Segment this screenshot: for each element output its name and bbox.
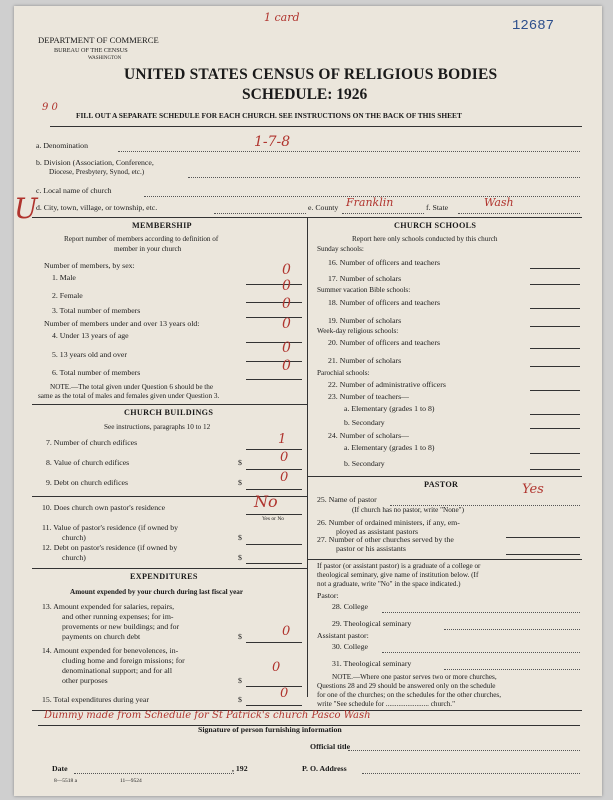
buildings-title: CHURCH BUILDINGS xyxy=(124,408,214,417)
buildings-sub: See instructions, paragraphs 10 to 12 xyxy=(104,423,211,431)
assistant-sublabel: Assistant pastor: xyxy=(317,631,369,640)
bureau-label: BUREAU OF THE CENSUS xyxy=(54,47,128,54)
q13-label-d: payments on church debt xyxy=(62,632,141,641)
q29-field[interactable] xyxy=(444,629,580,630)
q23b-label: b. Secondary xyxy=(344,418,385,427)
pastor-note-3: for one of the churches; on the schedules for the other churches, xyxy=(317,691,502,699)
signature-label: Signature of person furnishing information xyxy=(198,725,342,734)
membership-note-1: NOTE.—The total given under Question 6 should be the xyxy=(50,383,214,391)
schedule-title: SCHEDULE: 1926 xyxy=(242,86,368,103)
q25-value: Yes xyxy=(522,482,544,497)
q1-value: 0 xyxy=(282,262,291,278)
q28-label: 28. College xyxy=(332,602,368,611)
po-address-label: P. O. Address xyxy=(302,764,347,773)
q11-label-a: 11. Value of pastor's residence (if owned by xyxy=(42,523,179,532)
q26-label-a: 26. Number of ordained ministers, if any, em- xyxy=(317,518,460,527)
q14-label-c: denominational support; and for all xyxy=(62,666,172,675)
q24b-label: b. Secondary xyxy=(344,459,385,468)
q10-label: 10. Does church own pastor's residence xyxy=(42,503,166,512)
local-name-label: c. Local name of church xyxy=(36,186,112,195)
weekday-label: Week-day religious schools: xyxy=(317,327,399,335)
q14-label-d: other purposes xyxy=(62,676,108,685)
division-field[interactable] xyxy=(188,177,580,178)
q25-note: (If church has no pastor, write "None") xyxy=(352,506,464,514)
margin-mark: U xyxy=(14,192,38,225)
stamp-number: 12687 xyxy=(512,18,555,34)
handwritten-left-number: 9 0 xyxy=(42,102,58,113)
q30-field[interactable] xyxy=(382,652,580,653)
official-title-label: Official title xyxy=(310,742,351,751)
sunday-label: Sunday schools: xyxy=(317,245,364,253)
q14-value: 0 xyxy=(272,660,281,675)
graduate-note-3: not a graduate, write "No" in the space indicated.) xyxy=(317,580,461,588)
q11-dollar: $ xyxy=(238,533,242,542)
pastor-note-2: Questions 28 and 29 should be answered only on the schedule xyxy=(317,682,496,690)
pastor-sublabel: Pastor: xyxy=(317,591,339,600)
pastor-note-1: NOTE.—Where one pastor serves two or more churches, xyxy=(332,673,497,681)
q20-label: 20. Number of officers and teachers xyxy=(328,338,441,347)
expenditures-sub: Amount expended by your church during last fiscal year xyxy=(70,588,244,596)
q14-dollar: $ xyxy=(238,676,242,685)
q30-label: 30. College xyxy=(332,642,368,651)
signature-handwritten: Dummy made from Schedule for St Patrick's church Pasco Wash xyxy=(44,710,371,721)
po-address-field[interactable] xyxy=(362,773,580,774)
q31-field[interactable] xyxy=(444,669,580,670)
form-number: 8—5518 a xyxy=(54,778,78,784)
q17-label: 17. Number of scholars xyxy=(328,274,402,283)
q13-label-b: and other running expenses; for im- xyxy=(62,612,174,621)
city-field[interactable] xyxy=(214,213,306,214)
membership-sub-2: member in your church xyxy=(114,245,182,253)
denomination-label: a. Denomination xyxy=(36,141,88,150)
q14-label-a: 14. Amount expended for benevolences, in- xyxy=(42,646,179,655)
q3-value: 0 xyxy=(282,296,291,312)
q13-label-a: 13. Amount expended for salaries, repairs, xyxy=(42,602,175,611)
county-value: Franklin xyxy=(346,196,394,209)
division-label-1: b. Division (Association, Conference, xyxy=(36,158,154,167)
q15-label: 15. Total expenditures during year xyxy=(42,695,149,704)
pastor-note-4: write "See schedule for ........................ church." xyxy=(317,700,456,708)
q12-label-b: church) xyxy=(62,553,86,562)
q22-label: 22. Number of administrative officers xyxy=(328,380,446,389)
q7-label: 7. Number of church edifices xyxy=(46,438,138,447)
members-by-age-label: Number of members under and over 13 years old: xyxy=(44,319,200,328)
q13-label-c: provements or new buildings; and for xyxy=(62,622,180,631)
state-field[interactable] xyxy=(458,213,580,214)
members-by-sex-label: Number of members, by sex: xyxy=(44,261,135,270)
q2-label: 2. Female xyxy=(52,291,83,300)
q10-value: No xyxy=(254,492,278,511)
graduate-note-1: If pastor (or assistant pastor) is a graduate of a college or xyxy=(317,562,481,570)
form-title: UNITED STATES CENSUS OF RELIGIOUS BODIES xyxy=(124,66,498,83)
instruction-line: FILL OUT A SEPARATE SCHEDULE FOR EACH CHURCH. SEE INSTRUCTIONS ON THE BACK OF THIS SHEET xyxy=(76,111,462,120)
q19-label: 19. Number of scholars xyxy=(328,316,402,325)
schools-title: CHURCH SCHOOLS xyxy=(394,221,477,230)
q12-dollar: $ xyxy=(238,553,242,562)
expenditures-title: EXPENDITURES xyxy=(130,572,198,581)
q28-field[interactable] xyxy=(382,612,580,613)
state-label: f. State xyxy=(426,203,449,212)
membership-sub-1: Report number of members according to definition of xyxy=(64,235,219,243)
q14-label-b: cluding home and foreign missions; for xyxy=(62,656,185,665)
q4-value: 0 xyxy=(282,316,291,332)
q27-label-a: 27. Number of other churches served by the xyxy=(317,535,454,544)
q16-label: 16. Number of officers and teachers xyxy=(328,258,441,267)
q9-label: 9. Debt on church edifices xyxy=(46,478,129,487)
membership-note-2: same as the total of males and females given under Question 3. xyxy=(38,392,220,400)
q2-value: 0 xyxy=(282,278,291,294)
q21-label: 21. Number of scholars xyxy=(328,356,402,365)
q15-dollar: $ xyxy=(238,695,242,704)
q8-value: 0 xyxy=(280,450,289,465)
q23-label: 23. Number of teachers— xyxy=(328,392,409,401)
date-year: , 192 xyxy=(232,764,248,773)
graduate-note-2: theological seminary, give name of institution below. (If xyxy=(317,571,479,579)
q26-label-b: ployed as assistant pastors xyxy=(336,527,419,536)
denomination-field[interactable] xyxy=(118,151,580,152)
q11-label-b: church) xyxy=(62,533,86,542)
denomination-value: 1-7-8 xyxy=(254,134,291,150)
q5-label: 5. 13 years old and over xyxy=(52,350,127,359)
q12-label-a: 12. Debt on pastor's residence (if owned by xyxy=(42,543,178,552)
division-label-2: Diocese, Presbytery, Synod, etc.) xyxy=(49,168,145,176)
q9-value: 0 xyxy=(280,470,289,485)
city-field-label: d. City, town, village, or township, etc. xyxy=(36,203,158,212)
state-value: Wash xyxy=(484,196,514,209)
date-label: Date xyxy=(52,764,68,773)
q6-label: 6. Total number of members xyxy=(52,368,141,377)
q13-dollar: $ xyxy=(238,632,242,641)
county-label: e. County xyxy=(308,203,339,212)
q29-label: 29. Theological seminary xyxy=(332,619,412,628)
membership-title: MEMBERSHIP xyxy=(132,221,192,230)
dept-label: DEPARTMENT OF COMMERCE xyxy=(38,35,159,45)
q4-label: 4. Under 13 years of age xyxy=(52,331,129,340)
official-title-field[interactable] xyxy=(348,750,580,751)
county-field[interactable] xyxy=(342,213,424,214)
schools-sub: Report here only schools conducted by this church xyxy=(352,235,498,243)
q27-label-b: pastor or his assistants xyxy=(336,544,406,553)
q13-value: 0 xyxy=(282,624,291,639)
q8-label: 8. Value of church edifices xyxy=(46,458,130,467)
q31-label: 31. Theological seminary xyxy=(332,659,412,668)
parochial-label: Parochial schools: xyxy=(317,369,370,377)
q18-label: 18. Number of officers and teachers xyxy=(328,298,441,307)
q15-value: 0 xyxy=(280,686,289,701)
city-label: WASHINGTON xyxy=(88,56,122,61)
census-schedule-sheet xyxy=(14,6,602,796)
q6-value: 0 xyxy=(282,358,291,374)
q9-dollar: $ xyxy=(238,478,242,487)
summer-label: Summer vacation Bible schools: xyxy=(317,286,411,294)
yes-no-caption: Yes or No xyxy=(262,516,285,522)
q7-value: 1 xyxy=(278,432,287,447)
q5-value: 0 xyxy=(282,340,291,356)
q3-label: 3. Total number of members xyxy=(52,306,141,315)
q23a-label: a. Elementary (grades 1 to 8) xyxy=(344,404,435,413)
form-date: 11—9524 xyxy=(120,778,142,784)
handwritten-top-note: 1 card xyxy=(264,11,300,24)
q24a-label: a. Elementary (grades 1 to 8) xyxy=(344,443,435,452)
q1-label: 1. Male xyxy=(52,273,76,282)
pastor-title: PASTOR xyxy=(424,480,459,489)
q24-label: 24. Number of scholars— xyxy=(328,431,409,440)
date-field[interactable] xyxy=(74,773,234,774)
q8-dollar: $ xyxy=(238,458,242,467)
q25-label: 25. Name of pastor xyxy=(317,495,377,504)
